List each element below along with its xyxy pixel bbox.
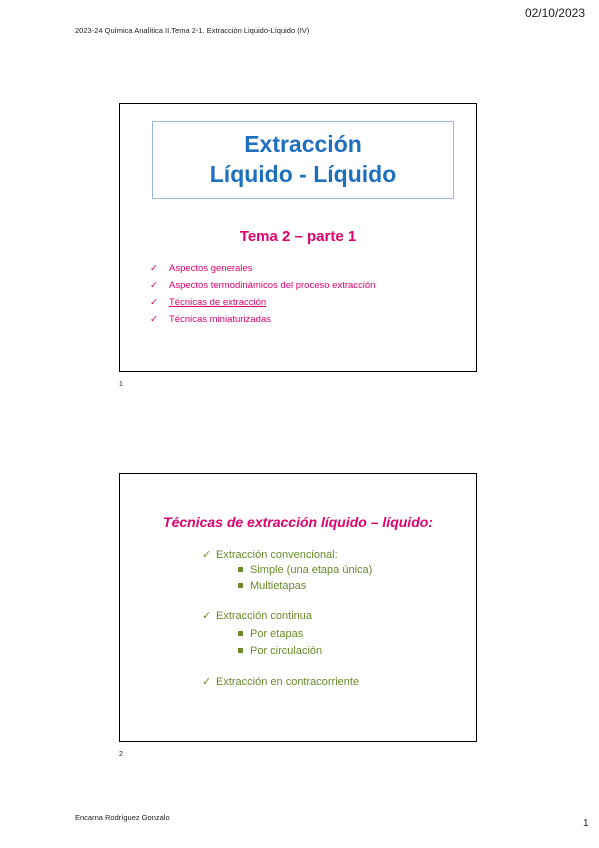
sub-item: Por circulación bbox=[238, 645, 322, 657]
sub-item: Simple (una etapa única) bbox=[238, 564, 372, 576]
topic-list bbox=[150, 260, 375, 328]
print-date: 02/10/2023 bbox=[524, 6, 585, 20]
checkmark-icon: ✓ bbox=[150, 280, 158, 291]
list-item: ✓ Aspectos termodinámicos del proceso extracción bbox=[150, 277, 375, 294]
group-heading: ✓ Extracción en contracorriente bbox=[202, 676, 360, 688]
slide-title-box bbox=[152, 121, 454, 199]
checkmark-icon: ✓ bbox=[202, 549, 212, 561]
checkmark-icon: ✓ bbox=[202, 676, 212, 688]
checkmark-icon: ✓ bbox=[202, 610, 212, 622]
slide-2 bbox=[119, 473, 477, 742]
slide-subtitle: Tema 2 – parte 1 bbox=[239, 228, 357, 245]
slide-number: 1 bbox=[119, 381, 123, 388]
group-heading: ✓ Extracción convencional: bbox=[202, 549, 338, 561]
checkmark-icon: ✓ bbox=[150, 263, 158, 274]
square-bullet-icon bbox=[238, 648, 243, 653]
square-bullet-icon bbox=[238, 583, 243, 588]
page-number: 1 bbox=[583, 818, 589, 829]
page-header: 2023-24 Química Analítica II.Tema 2-1. Extracción Liquido-Líquido (IV) bbox=[75, 26, 310, 35]
slide-1 bbox=[119, 103, 477, 372]
slide-number: 2 bbox=[119, 751, 123, 758]
checkmark-icon: ✓ bbox=[150, 297, 158, 308]
list-item: ✓ Técnicas miniaturizadas bbox=[150, 311, 375, 328]
group-heading: ✓ Extracción continua bbox=[202, 610, 312, 622]
slide-title-line2: Líquido - Líquido bbox=[209, 161, 397, 187]
square-bullet-icon bbox=[238, 631, 243, 636]
checkmark-icon: ✓ bbox=[150, 314, 158, 325]
list-item-current: ✓ Técnicas de extracción bbox=[150, 294, 375, 311]
sub-item: Multietapas bbox=[238, 580, 306, 592]
slide-title: Técnicas de extracción líquido – líquido: bbox=[163, 514, 433, 530]
list-item: ✓ Aspectos generales bbox=[150, 260, 375, 277]
square-bullet-icon bbox=[238, 567, 243, 572]
slide-title-line1: Extracción bbox=[244, 131, 362, 157]
page-footer-author: Encarna Rodríguez Gonzalo bbox=[75, 813, 170, 822]
sub-item: Por etapas bbox=[238, 628, 303, 640]
